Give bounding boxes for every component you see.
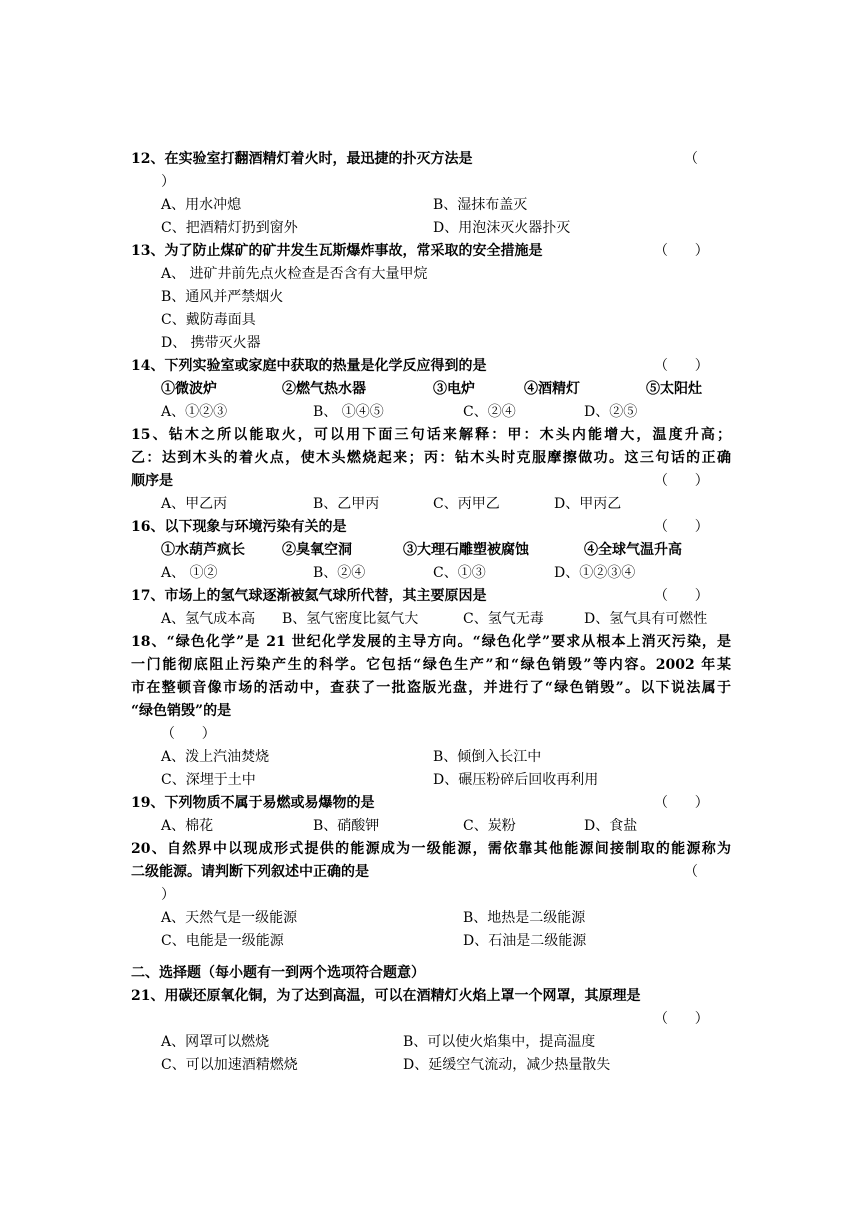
q14-item-4: ④酒精灯 — [524, 381, 580, 397]
q17-option-a: A、氢气成本高 — [161, 611, 256, 627]
q15-option-a: A、甲乙丙 — [161, 496, 228, 512]
q18-answer-paren: （ ） — [161, 726, 216, 742]
q14-option-d: D、②⑤ — [584, 404, 638, 420]
q19-option-d: D、食盐 — [584, 818, 638, 834]
q12-option-b: B、湿抹布盖灭 — [433, 197, 528, 213]
q21-option-a: A、网罩可以燃烧 — [161, 1034, 270, 1050]
q12-option-c: C、把酒精灯扔到窗外 — [161, 220, 298, 236]
q19-option-b: B、硝酸钾 — [313, 818, 380, 834]
q18-stem-line-3: 市在整顿音像市场的活动中，查获了一批盗版光盘，并进行了“绿色销毁”。以下说法属于 — [131, 680, 731, 696]
q14-stem: 14、下列实验室或家庭中获取的热量是化学反应得到的是 — [131, 358, 487, 374]
q15-option-b: B、乙甲丙 — [313, 496, 380, 512]
q15-answer-paren: （ ） — [654, 473, 709, 489]
q21-stem: 21、用碳还原氧化铜，为了达到高温，可以在酒精灯火焰上罩一个网罩，其原理是 — [131, 988, 641, 1004]
q13-option-c: C、戴防毒面具 — [161, 312, 256, 328]
q19-stem: 19、下列物质不属于易燃或易爆物的是 — [131, 795, 375, 811]
q16-option-b: B、②④ — [313, 565, 366, 581]
q20-option-b: B、地热是二级能源 — [463, 910, 586, 926]
q16-item-2: ②臭氧空洞 — [282, 542, 352, 558]
q18-option-c: C、深埋于土中 — [161, 772, 256, 788]
q14-item-1: ①微波炉 — [161, 381, 217, 397]
q14-option-a: A、①②③ — [161, 404, 228, 420]
q14-item-5: ⑤太阳灶 — [646, 381, 702, 397]
q16-item-1: ①水葫芦疯长 — [161, 542, 245, 558]
q12-answer-paren-close: ） — [161, 174, 175, 190]
q14-item-2: ②燃气热水器 — [282, 381, 366, 397]
q15-stem-line-3: 顺序是 — [131, 473, 173, 489]
q20-stem-line-1: 20、自然界中以现成形式提供的能源成为一级能源，需依靠其他能源间接制取的能源称为 — [131, 841, 731, 857]
q18-stem-line-1: 18、“绿色化学”是 21 世纪化学发展的主导方向。“绿色化学”要求从根本上消灭污染，是 — [131, 634, 731, 650]
q15-stem-line-1: 15、钻木之所以能取火，可以用下面三句话来解释：甲：木头内能增大，温度升高； — [131, 427, 731, 443]
q20-answer-paren-close: ） — [161, 887, 175, 903]
q18-stem-line-4: “绿色销毁”的是 — [131, 703, 232, 719]
q17-option-c: C、氢气无毒 — [463, 611, 544, 627]
q16-option-d: D、①②③④ — [554, 565, 636, 581]
q12-option-a: A、用水冲熄 — [161, 197, 242, 213]
q12-answer-paren-open: （ — [684, 151, 698, 167]
q13-stem: 13、为了防止煤矿的矿井发生瓦斯爆炸事故，常采取的安全措施是 — [131, 243, 543, 259]
q20-option-c: C、电能是一级能源 — [161, 933, 284, 949]
q15-option-c: C、丙甲乙 — [433, 496, 500, 512]
q13-option-a: A、 进矿井前先点火检查是否含有大量甲烷 — [161, 266, 428, 282]
q16-option-a: A、 ①② — [161, 565, 218, 581]
q18-option-a: A、泼上汽油焚烧 — [161, 749, 270, 765]
q21-answer-paren: （ ） — [654, 1011, 709, 1027]
q13-option-b: B、通风并严禁烟火 — [161, 289, 284, 305]
q18-stem-line-2: 一门能彻底阻止污染产生的科学。它包括“绿色生产”和“绿色销毁”等内容。2002 年某 — [131, 657, 731, 673]
q16-option-c: C、①③ — [433, 565, 486, 581]
q17-stem: 17、市场上的氢气球逐渐被氦气球所代替，其主要原因是 — [131, 588, 487, 604]
q21-option-c: C、可以加速酒精燃烧 — [161, 1057, 298, 1073]
q12-stem: 12、在实验室打翻酒精灯着火时，最迅捷的扑灭方法是 — [131, 151, 473, 167]
q20-stem-line-2: 二级能源。请判断下列叙述中正确的是 — [131, 864, 369, 880]
q19-option-a: A、棉花 — [161, 818, 214, 834]
q13-answer-paren: （ ） — [654, 243, 709, 259]
q18-option-d: D、碾压粉碎后回收再利用 — [433, 772, 599, 788]
q21-option-d: D、延缓空气流动，减少热量散失 — [403, 1057, 611, 1073]
q14-option-c: C、②④ — [463, 404, 516, 420]
q12-option-d: D、用泡沫灭火器扑灭 — [433, 220, 571, 236]
section-2-title: 二、选择题（每小题有一到两个选项符合题意） — [131, 965, 425, 981]
q14-answer-paren: （ ） — [654, 358, 709, 374]
q14-item-3: ③电炉 — [433, 381, 475, 397]
q14-option-b: B、 ①④⑤ — [313, 404, 384, 420]
q13-option-d: D、 携带灭火器 — [161, 335, 261, 351]
q20-option-a: A、天然气是一级能源 — [161, 910, 298, 926]
q15-option-d: D、甲丙乙 — [554, 496, 622, 512]
q17-answer-paren: （ ） — [654, 588, 709, 604]
q16-item-3: ③大理石雕塑被腐蚀 — [403, 542, 529, 558]
q16-answer-paren: （ ） — [654, 519, 709, 535]
q19-answer-paren: （ ） — [654, 795, 709, 811]
q21-option-b: B、可以使火焰集中，提高温度 — [403, 1034, 596, 1050]
q15-stem-line-2: 乙：达到木头的着火点，使木头燃烧起来；丙：钻木头时克服摩擦做功。这三句话的正确 — [131, 450, 731, 466]
q20-answer-paren-open: （ — [684, 864, 698, 880]
q20-option-d: D、石油是二级能源 — [463, 933, 587, 949]
q19-option-c: C、炭粉 — [463, 818, 516, 834]
q17-option-b: B、氢气密度比氦气大 — [282, 611, 419, 627]
q17-option-d: D、氢气具有可燃性 — [584, 611, 708, 627]
q18-option-b: B、倾倒入长江中 — [433, 749, 542, 765]
q16-item-4: ④全球气温升高 — [584, 542, 682, 558]
q16-stem: 16、以下现象与环境污染有关的是 — [131, 519, 347, 535]
